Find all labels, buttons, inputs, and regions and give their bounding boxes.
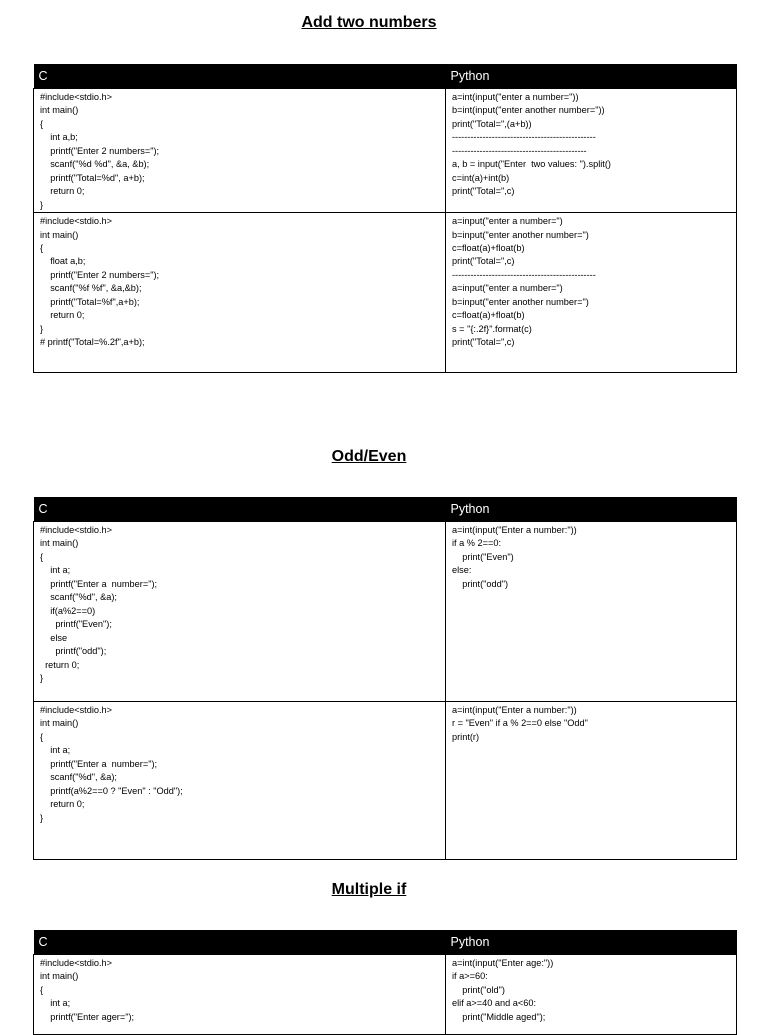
c-code-cell xyxy=(34,702,446,860)
c-code: #include<stdio.h> int main() { int a; printf("Enter a number="); scanf("%d", &a); if(a%2==0) printf("Even"); else printf("odd"); return 0; } xyxy=(40,525,158,683)
python-code-cell xyxy=(446,955,737,1035)
table-header-row xyxy=(34,930,737,955)
c-code: #include<stdio.h> int main() { int a; printf("Enter ager="); xyxy=(40,958,135,1022)
table-header-row xyxy=(34,64,737,89)
c-code-cell xyxy=(34,955,446,1035)
c-code-cell xyxy=(34,522,446,702)
python-code: a=int(input("Enter age:")) if a>=60: print("old") elif a>=40 and a<60: print("Middle aged"); xyxy=(452,958,554,1022)
python-code-cell xyxy=(446,89,737,213)
python-code: a=int(input("enter a number=")) b=int(input("enter another number=")) print("Total=",(a+b)) ----------------------------------------------- -------------------------------------------- a, b = input("Enter two values: ").split() c=int(a)+int(b) print("Total=",c) xyxy=(452,92,611,197)
table-row xyxy=(34,955,737,1035)
python-code-cell xyxy=(446,522,737,702)
column-header-c: C xyxy=(34,497,446,522)
table-row xyxy=(34,702,737,860)
column-header-python: Python xyxy=(446,497,737,522)
c-code: #include<stdio.h> int main() { int a; printf("Enter a number="); scanf("%d", &a); printf(a%2==0 ? "Even" : "Odd"); return 0; } xyxy=(40,705,183,823)
column-header-c: C xyxy=(34,64,446,89)
c-code: #include<stdio.h> int main() { float a,b; printf("Enter 2 numbers="); scanf("%f %f", &a,&b); printf("Total=%f",a+b); return 0; } # printf("Total=%.2f",a+b); xyxy=(40,216,160,348)
column-header-python: Python xyxy=(446,930,737,955)
section-title-multiple-if: Multiple if xyxy=(331,881,407,898)
python-code-cell xyxy=(446,213,737,373)
python-code: a=int(input("Enter a number:")) r = "Even" if a % 2==0 else "Odd" print(r) xyxy=(452,705,588,742)
python-code-cell xyxy=(446,702,737,860)
table-row xyxy=(34,89,737,213)
column-header-python: Python xyxy=(446,64,737,89)
table-row xyxy=(34,522,737,702)
section-title-add-two-numbers: Add two numbers xyxy=(301,14,437,31)
code-table-odd-even xyxy=(33,497,737,860)
column-header-c: C xyxy=(34,930,446,955)
c-code: #include<stdio.h> int main() { int a,b; printf("Enter 2 numbers="); scanf("%d %d", &a, &b); printf("Total=%d", a+b); return 0; } xyxy=(40,92,160,210)
c-code-cell xyxy=(34,213,446,373)
code-table-add-two-numbers xyxy=(33,64,737,373)
python-code: a=input("enter a number=") b=input("enter another number=") c=float(a)+float(b) print("Total=",c) ----------------------------------------------- a=input("enter a number=") b=input("enter another number=") c=float(a)+float(b) s = "{:.2f}".format(c) print("Total=",c) xyxy=(452,216,596,348)
python-code: a=int(input("Enter a number:")) if a % 2==0: print("Even") else: print("odd") xyxy=(452,525,577,589)
table-header-row xyxy=(34,497,737,522)
table-row xyxy=(34,213,737,373)
c-code-cell xyxy=(34,89,446,213)
section-title-odd-even: Odd/Even xyxy=(331,448,407,465)
code-table-multiple-if xyxy=(33,930,737,1035)
